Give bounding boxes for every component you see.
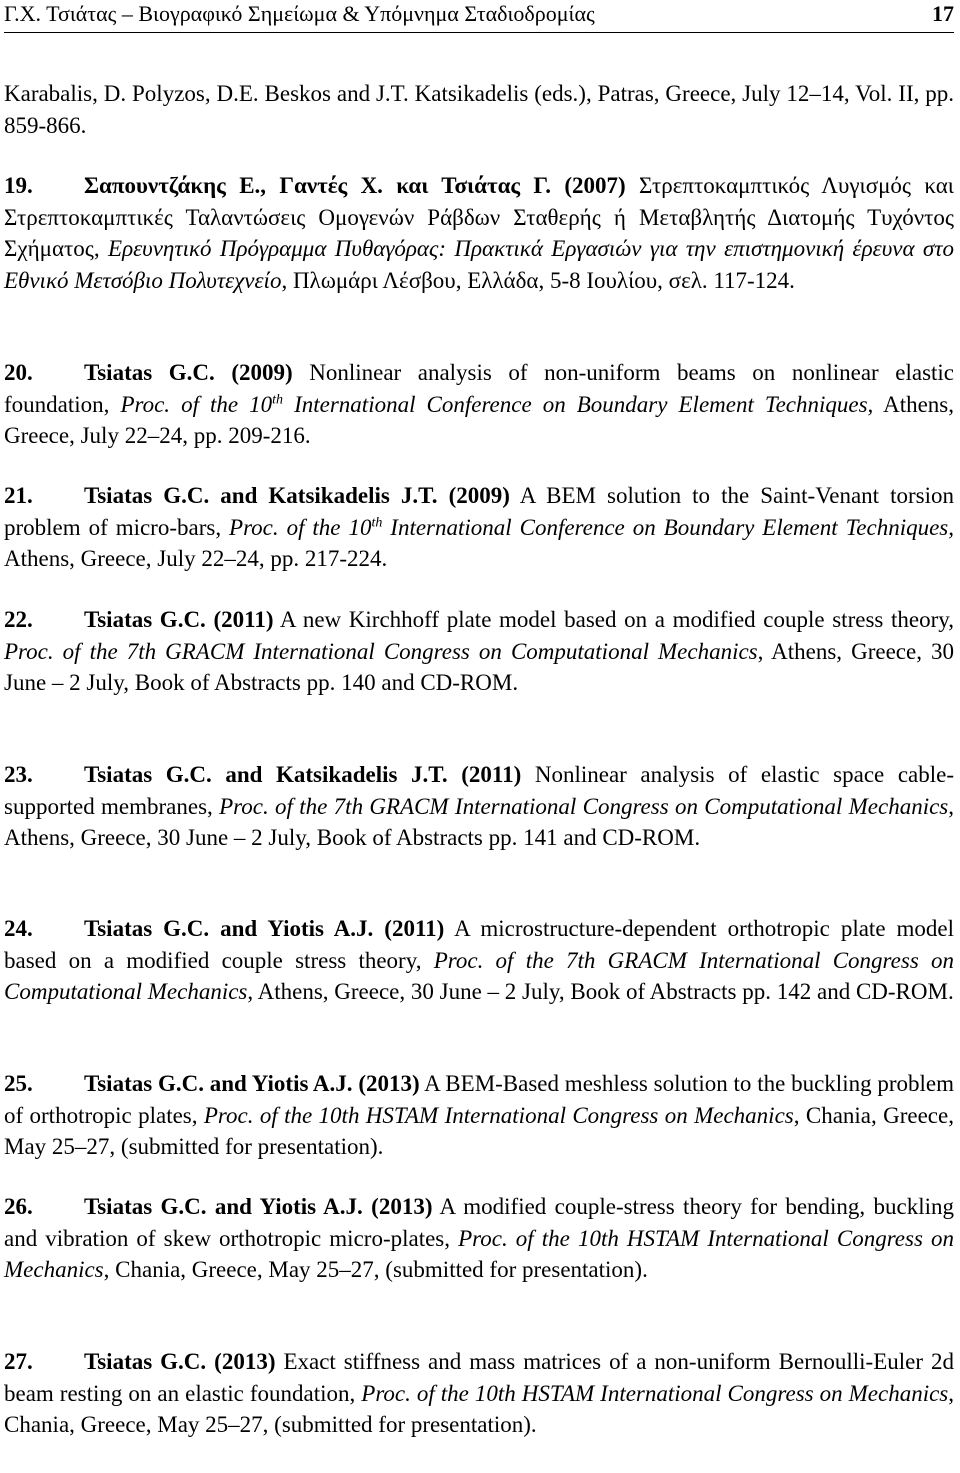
ref-number: 21. bbox=[4, 483, 33, 508]
ref-venue-a: of the 10 bbox=[170, 391, 273, 417]
ref-venue-sup: th bbox=[371, 514, 383, 530]
reference-25 bbox=[4, 1068, 954, 1163]
ref-title: A modified couple-stress theory for bending, buckling and vibration of skew orthotropic micro-plates, bbox=[4, 1194, 955, 1251]
ref-title: A new Kirchhoff plate model based on a modified couple stress theory, bbox=[273, 607, 954, 632]
ref-title: Exact stiffness and mass matrices of a non-uniform Bernoulli-Euler 2d beam resting on an elastic foundation, bbox=[4, 1349, 955, 1406]
ref-tail: , Athens, Greece, 30 June – 2 July, Book of Abstracts pp. 141 and CD-ROM. bbox=[4, 793, 954, 850]
ref-tail: , Athens, Greece, 30 June – 2 July, Book of Abstracts pp. 140 and CD-ROM. bbox=[4, 638, 954, 695]
reference-20 bbox=[4, 357, 954, 452]
ref-venue: Proc. of the 10th HSTAM International Congress on Mechanics bbox=[361, 1380, 949, 1406]
page-number: 17 bbox=[932, 1, 954, 26]
reference-23 bbox=[4, 759, 954, 854]
ref-tail: , Chania, Greece, May 25–27, (submitted for presentation). bbox=[4, 1102, 954, 1159]
ref-venue-b: International Conference on Boundary Element Techniques, bbox=[283, 391, 874, 417]
ref-number: 23. bbox=[4, 762, 33, 787]
ref-tail: Athens, Greece, July 22–24, pp. 217-224. bbox=[4, 546, 388, 571]
ref-venue: Proc. of the 10th HSTAM International Congress on Mechanics bbox=[4, 1225, 954, 1282]
ref-venue-sup: th bbox=[272, 391, 284, 407]
ref-authors: Tsiatas G.C. and Yiotis A.J. bbox=[84, 1194, 363, 1219]
ref-title: A microstructure-dependent orthotropic plate model based on a modified couple stress theory, bbox=[4, 916, 954, 973]
ref-authors: Tsiatas G.C. bbox=[84, 1349, 207, 1374]
ref-number: 19. bbox=[4, 173, 33, 198]
ref-year: (2013) bbox=[214, 1349, 276, 1374]
ref-tail: Athens, Greece, July 22–24, pp. 209-216. bbox=[4, 391, 954, 448]
ref-authors: Tsiatas G.C. and Yiotis A.J. bbox=[84, 1071, 353, 1096]
ref-year: (2007) bbox=[564, 173, 626, 198]
ref-year: (2009) bbox=[448, 483, 510, 508]
reference-21 bbox=[4, 480, 954, 575]
ref-venue: Proc. of the 7th GRACM International Congress on Computational Mechanics bbox=[4, 638, 758, 664]
continuation-text: Karabalis, D. Polyzos, D.E. Beskos and J.T. Katsikadelis (eds.), Patras, Greece, July 12–14, Vol. II, pp. 859-866. bbox=[4, 81, 954, 138]
ref-number: 24. bbox=[4, 916, 33, 941]
ref-authors: Σαπουντζάκης Ε., Γαντές Χ. και Τσιάτας Γ. bbox=[84, 173, 552, 198]
ref-venue: Proc. of the 7th GRACM International Congress on Computational Mechanics bbox=[4, 947, 955, 1004]
ref-tail: , Chania, Greece, May 25–27, (submitted for presentation). bbox=[4, 1380, 954, 1437]
ref-venue-a: of the 10 bbox=[278, 514, 372, 540]
ref-venue-b: International Conference on Boundary Element Techniques, bbox=[382, 514, 954, 540]
ref-proc: Proc. bbox=[229, 514, 279, 540]
header-title: Γ.Χ. Τσιάτας – Βιογραφικό Σημείωμα & Υπόμνημα Σταδιοδρομίας bbox=[4, 1, 595, 26]
ref-number: 27. bbox=[4, 1349, 33, 1374]
ref-number: 22. bbox=[4, 607, 33, 632]
ref-tail: , Πλωμάρι Λέσβου, Ελλάδα, 5-8 Ιουλίου, σελ. 117-124. bbox=[281, 267, 795, 293]
ref-number: 20. bbox=[4, 360, 33, 385]
ref-authors: Tsiatas G.C. bbox=[84, 607, 206, 632]
ref-year: (2009) bbox=[231, 360, 293, 385]
reference-22 bbox=[4, 604, 954, 699]
ref-title: Nonlinear analysis of elastic space cable-supported membranes, bbox=[4, 762, 955, 819]
page-header bbox=[4, 0, 954, 30]
reference-19 bbox=[4, 170, 954, 296]
ref-year: (2011) bbox=[384, 916, 445, 941]
ref-tail: , Athens, Greece, 30 June – 2 July, Book of Abstracts pp. 142 and CD-ROM. bbox=[247, 979, 954, 1004]
ref-title: A BEM solution to the Saint-Venant torsion problem of micro-bars, bbox=[4, 483, 955, 540]
ref-venue: Ερευνητικό Πρόγραμμα Πυθαγόρας: Πρακτικά Εργασιών για την επιστημονική έρευνα στο Εθνικό Μετσόβιο Πολυτεχνείο bbox=[4, 236, 955, 293]
header-rule bbox=[4, 32, 954, 33]
ref-year: (2011) bbox=[213, 607, 274, 632]
ref-title: Nonlinear analysis of non-uniform beams on nonlinear elastic foundation, bbox=[4, 360, 955, 417]
ref-year: (2013) bbox=[371, 1194, 433, 1219]
reference-continuation bbox=[4, 78, 954, 141]
ref-year: (2013) bbox=[358, 1071, 420, 1096]
ref-venue: Proc. of the 7th GRACM International Congress on Computational Mechanics bbox=[219, 793, 949, 819]
ref-venue: Proc. of the 10th HSTAM International Congress on Mechanics bbox=[203, 1102, 794, 1128]
ref-title: A BEM-Based meshless solution to the buckling problem of orthotropic plates, bbox=[4, 1071, 955, 1128]
ref-tail: , Chania, Greece, May 25–27, (submitted for presentation). bbox=[103, 1257, 648, 1282]
ref-authors: Tsiatas G.C. and Yiotis A.J. bbox=[84, 916, 374, 941]
ref-title: Στρεπτοκαμπτικός Λυγισμός και Στρεπτοκαμπτικές Ταλαντώσεις Ομογενών Ράβδων Σταθερής ή Μεταβλητής Διατομής Τυχόντος Σχήματος, bbox=[4, 173, 954, 261]
reference-24 bbox=[4, 913, 954, 1008]
ref-year: (2011) bbox=[461, 762, 522, 787]
ref-number: 26. bbox=[4, 1194, 33, 1219]
ref-proc: Proc. bbox=[120, 391, 171, 417]
ref-authors: Tsiatas G.C. and Katsikadelis J.T. bbox=[84, 483, 438, 508]
reference-27 bbox=[4, 1346, 954, 1441]
ref-number: 25. bbox=[4, 1071, 33, 1096]
ref-authors: Tsiatas G.C. bbox=[84, 360, 215, 385]
ref-authors: Tsiatas G.C. and Katsikadelis J.T. bbox=[84, 762, 448, 787]
reference-26 bbox=[4, 1191, 954, 1286]
